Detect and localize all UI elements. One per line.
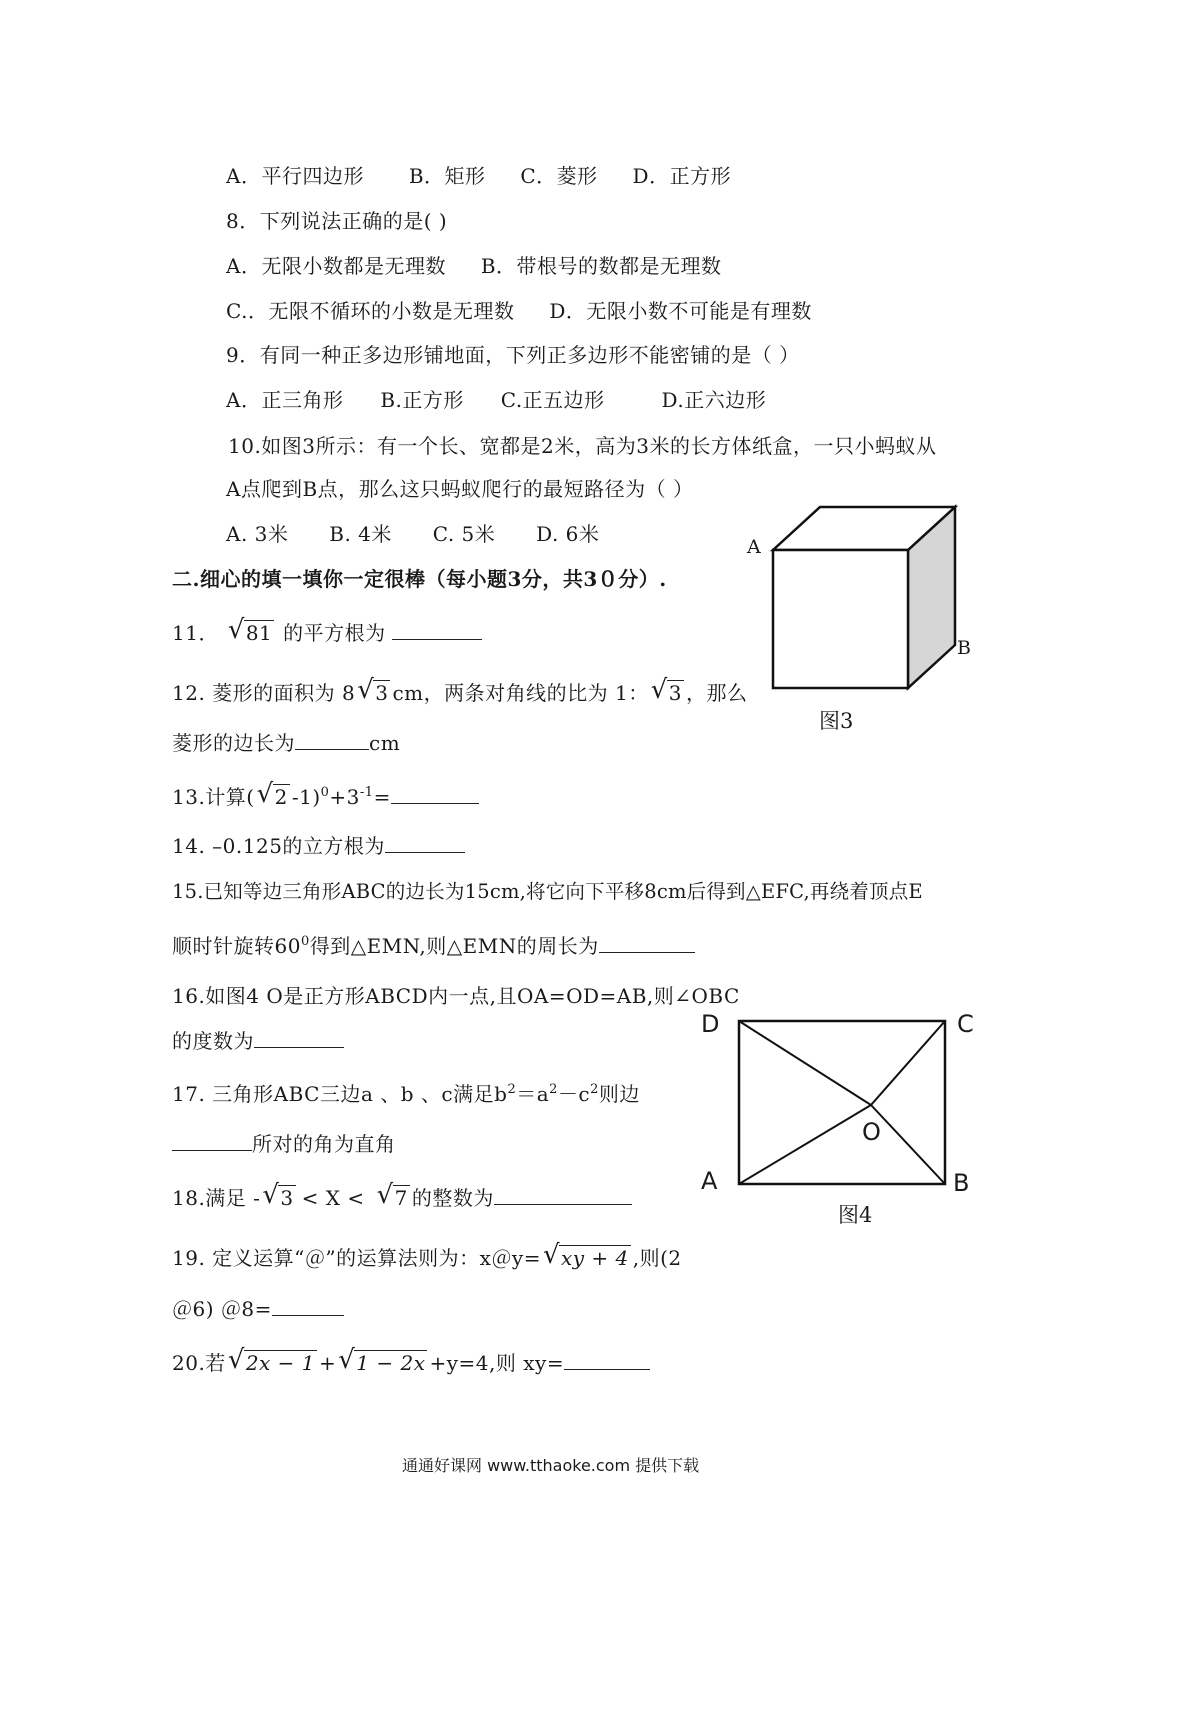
segment-ao (739, 1105, 871, 1184)
q13-exp2: -1 (359, 785, 374, 800)
fig4-label-b: B (953, 1169, 970, 1197)
q16-line1: 16.如图4 O是正方形ABCD内一点,且OA=OD=AB,则∠OBC (172, 984, 740, 1008)
q10-option-b: B. 4米 (329, 522, 392, 546)
q13-mid2: +3 (329, 785, 360, 809)
sqrt-2 (257, 785, 290, 809)
q20 (172, 1347, 650, 1376)
q19-line2 (172, 1293, 344, 1322)
q13-mid: -1) (291, 785, 321, 809)
q8-option-d: D．无限小数不可能是有理数 (549, 299, 812, 323)
q17-exp2: 2 (549, 1082, 558, 1097)
q19-answer-blank[interactable] (272, 1297, 344, 1316)
q13-pre: 13.计算( (172, 785, 255, 809)
q13-radicand: 2 (274, 785, 288, 809)
sqrt-3-a (357, 681, 390, 705)
q9-options (226, 384, 766, 413)
q18-pre: 18.满足 - (172, 1186, 261, 1210)
q7-options (226, 160, 731, 189)
q9-option-b: B.正方形 (380, 388, 464, 412)
fig4-label-c: C (957, 1010, 974, 1038)
q18-post: 的整数为 (411, 1186, 494, 1210)
q20-answer-blank[interactable] (564, 1351, 650, 1370)
q7-option-c: C．菱形 (520, 164, 598, 188)
q11-number: 11． (172, 621, 219, 645)
q8-option-b: B．带根号的数都是无理数 (480, 254, 722, 278)
q15-line2 (172, 930, 695, 959)
q8-options-row1 (226, 250, 722, 279)
q17-line2-text: 所对的角为直角 (252, 1132, 396, 1156)
sqrt-3-q18 (262, 1186, 295, 1210)
q20-radicand1: 2x − 1 (245, 1351, 316, 1375)
q16-line2 (172, 1025, 344, 1054)
q17-answer-blank[interactable] (172, 1132, 252, 1151)
sqrt-1-minus-2x (338, 1351, 427, 1375)
q13-answer-blank[interactable] (391, 785, 479, 804)
q13 (172, 781, 479, 810)
q18-radicand1: 3 (280, 1186, 294, 1210)
q10-option-c: C. 5米 (432, 522, 496, 546)
q11-radicand: 81 (245, 621, 273, 645)
q13-post: = (373, 785, 391, 809)
q19-pre: 19. 定义运算“＠”的运算法则为：x＠y= (172, 1246, 541, 1270)
q20-pre: 20.若 (172, 1351, 226, 1375)
q12-line1 (172, 677, 747, 706)
q10-option-a: A. 3米 (226, 522, 289, 546)
square-abcd (739, 1021, 945, 1184)
q12-line2-text: 菱形的边长为 (172, 731, 295, 755)
section2-title: 二.细心的填一填你一定很棒（每小题3分，共3０分）. (172, 567, 667, 591)
q10-options (226, 518, 599, 547)
q11-text: 的平方根为 (283, 621, 386, 645)
q18 (172, 1182, 632, 1211)
q15-answer-blank[interactable] (599, 934, 695, 953)
q19-line1 (172, 1242, 682, 1271)
q14 (172, 830, 465, 859)
q14-answer-blank[interactable] (385, 834, 465, 853)
sqrt-3-b (651, 681, 684, 705)
sqrt-7 (377, 1186, 410, 1210)
fig4-label-a: A (701, 1167, 718, 1195)
q13-exp1: 0 (320, 785, 330, 800)
q17-exp3: 2 (590, 1082, 599, 1097)
q8-stem: 8．下列说法正确的是( ) (226, 209, 448, 233)
q17-line1 (172, 1078, 640, 1107)
q17-pre: 17. 三角形ABC三边a 、b 、c满足b (172, 1082, 508, 1106)
q19-post: ,则(2 (632, 1246, 682, 1270)
sqrt-81 (228, 621, 274, 645)
fig4-caption: 图4 (838, 1203, 873, 1227)
q9-option-d: D.正六边形 (661, 388, 767, 412)
q20-post: +y=4,则 xy= (429, 1351, 565, 1375)
q18-mid: < X < (301, 1186, 365, 1210)
q10-option-d: D. 6米 (536, 522, 600, 546)
box-front-face (773, 550, 908, 688)
q19-line2-text: ＠6) ＠8= (172, 1297, 272, 1321)
q7-option-d: D．正方形 (632, 164, 732, 188)
q17-mid2: －c (557, 1082, 591, 1106)
q12-radicand2: 3 (668, 681, 682, 705)
q12-line2 (172, 727, 400, 756)
fig4-label-d: D (701, 1010, 720, 1038)
q9-option-c: C.正五边形 (500, 388, 605, 412)
q10-stem-line2: A点爬到B点，那么这只蚂蚁爬行的最短路径为（ ） (226, 477, 694, 501)
fig4-label-o: O (862, 1118, 881, 1146)
q10-stem-line1: 10.如图3所示：有一个长、宽都是2米，高为3米的长方体纸盒，一只小蚂蚁从 (228, 434, 937, 458)
q8-options-row2 (226, 295, 812, 324)
q16-line2-text: 的度数为 (172, 1029, 254, 1053)
q17-line2 (172, 1128, 396, 1157)
fig3-label-b: B (957, 637, 971, 659)
q11-answer-blank[interactable] (392, 621, 482, 640)
q9-stem: 9．有同一种正多边形铺地面，下列正多边形不能密铺的是（ ） (226, 343, 800, 367)
q11 (172, 617, 482, 646)
q8-option-c: C.．无限不循环的小数是无理数 (226, 299, 515, 323)
q7-option-b: B．矩形 (408, 164, 486, 188)
q20-plus: + (319, 1351, 337, 1375)
fig3-caption: 图3 (819, 709, 854, 733)
q18-answer-blank[interactable] (494, 1186, 632, 1205)
q12-mid: cm，两条对角线的比为 1： (392, 681, 649, 705)
q12-answer-blank[interactable] (295, 731, 369, 750)
fig3-label-a: A (747, 536, 761, 558)
q7-option-a: A．平行四边形 (226, 164, 364, 188)
q14-text: 14. –0.125的立方根为 (172, 834, 385, 858)
segment-do (739, 1021, 871, 1105)
q19-radicand: xy + 4 (560, 1246, 629, 1270)
figure-3-box (740, 500, 1000, 700)
q17-post: 则边 (598, 1082, 640, 1106)
q12-pre: 12. 菱形的面积为 8 (172, 681, 356, 705)
segment-co (871, 1021, 945, 1105)
q15-exp: 0 (300, 934, 310, 949)
q15-line2-pre: 顺时针旋转60 (172, 934, 301, 958)
q20-radicand2: 1 − 2x (356, 1351, 426, 1375)
q15-line1: 15.已知等边三角形ABC的边长为15cm,将它向下平移8cm后得到△EFC,再绕着顶点E (172, 880, 923, 903)
sqrt-xy-plus-4 (543, 1246, 631, 1270)
sqrt-2x-minus-1 (228, 1351, 317, 1375)
q8-option-a: A．无限小数都是无理数 (226, 254, 446, 278)
q18-radicand2: 7 (394, 1186, 408, 1210)
q12-unit: cm (369, 731, 401, 755)
q9-option-a: A．正三角形 (226, 388, 344, 412)
segment-bo (871, 1105, 945, 1184)
q17-mid1: ＝a (516, 1082, 550, 1106)
footer-text: 通通好课网 www.tthaoke.com 提供下载 (402, 1456, 700, 1475)
q16-answer-blank[interactable] (254, 1029, 344, 1048)
q12-post: ，那么 (685, 681, 748, 705)
q17-exp1: 2 (507, 1082, 517, 1097)
q15-line2-post: 得到△EMN,则△EMN的周长为 (309, 934, 599, 958)
q12-radicand1: 3 (375, 681, 389, 705)
figure-4-square (730, 1010, 970, 1195)
